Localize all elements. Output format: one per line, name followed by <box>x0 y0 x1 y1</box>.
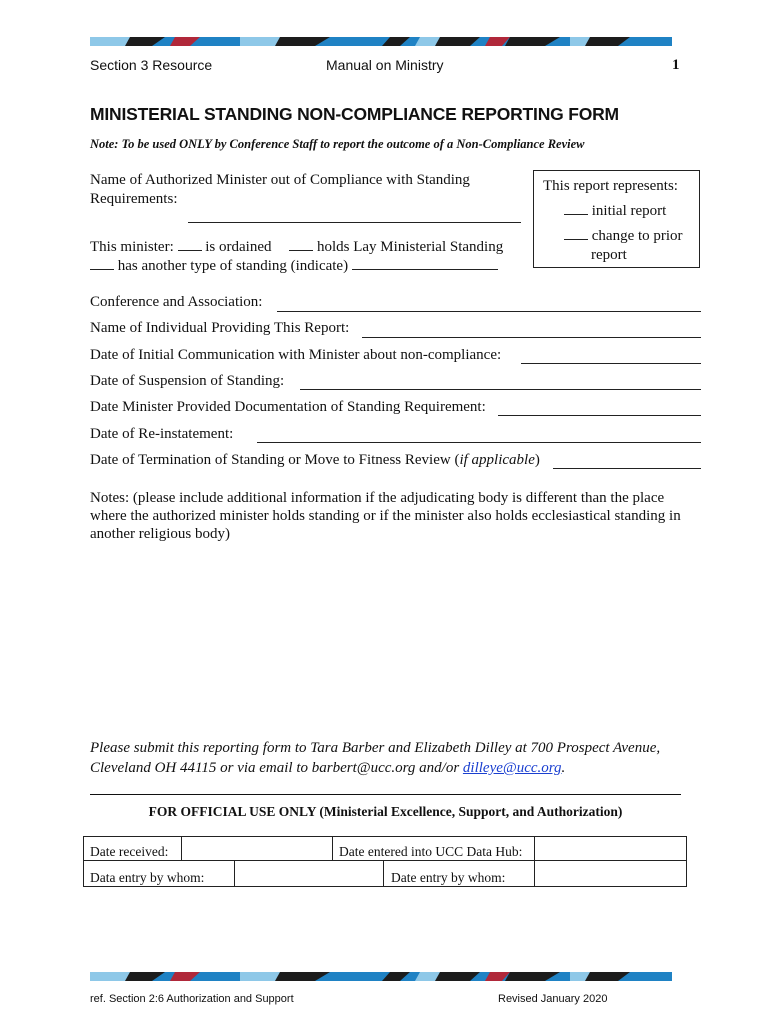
report-option-change: change to prior <box>564 227 683 246</box>
submit-instructions: Please submit this reporting form to Tara Barber and Elizabeth Dilley at 700 Prospect Avenue, Cleveland OH 44115 or via email to barbert@ucc.org and/or dilleye@ucc.org. <box>90 740 661 776</box>
date-entry-by-label: Date entry by whom: <box>391 870 506 885</box>
conference-field[interactable] <box>277 311 701 312</box>
notes-area[interactable] <box>90 550 688 725</box>
header-section: Section 3 Resource <box>90 57 213 73</box>
report-option-initial: initial report <box>564 202 666 221</box>
termination-date-label: Date of Termination of Standing or Move to Fitness Review (if applicable) <box>90 452 540 468</box>
initial-report-checkbox[interactable] <box>564 202 588 215</box>
termination-date-field[interactable] <box>553 468 701 469</box>
suspension-date-label: Date of Suspension of Standing: <box>90 373 285 389</box>
footer-reference: ref. Section 2:6 Authorization and Support <box>90 993 294 1005</box>
footer-decorative-band <box>90 972 672 981</box>
form-note: Note: To be used ONLY by Conference Staff to report the outcome of a Non-Compliance Review <box>90 137 585 151</box>
lay-standing-checkbox[interactable] <box>289 238 313 251</box>
report-box-heading: This report represents: <box>543 178 678 194</box>
date-entered-field[interactable] <box>535 837 685 860</box>
header-decorative-band <box>90 37 672 46</box>
date-received-field[interactable] <box>182 837 331 860</box>
date-received-label: Date received: <box>90 844 169 859</box>
header-manual: Manual on Ministry <box>326 57 444 73</box>
report-option-change-cont: report <box>591 247 627 263</box>
notes-instructions: Notes: (please include additional information if the adjudicating body is different than the place where the authorized minister holds standing or if the minister also holds ecclesiastical standing in another religious body) <box>90 490 681 542</box>
documentation-date-label: Date Minister Provided Documentation of Standing Requirement: <box>90 399 486 415</box>
date-entered-label: Date entered into UCC Data Hub: <box>339 844 523 859</box>
data-entry-by-field[interactable] <box>235 862 382 886</box>
reinstatement-date-field[interactable] <box>257 442 701 443</box>
email-link[interactable]: dilleye@ucc.org <box>462 760 562 776</box>
page-number: 1 <box>672 57 680 73</box>
documentation-date-field[interactable] <box>498 415 701 416</box>
suspension-date-field[interactable] <box>300 389 701 390</box>
official-use-heading: FOR OFFICIAL USE ONLY (Ministerial Excellence, Support, and Authorization) <box>148 804 623 819</box>
other-standing-field[interactable] <box>352 257 498 270</box>
change-report-checkbox[interactable] <box>564 227 588 240</box>
date-entry-by-field[interactable] <box>535 862 685 886</box>
other-standing-checkbox[interactable] <box>90 257 114 270</box>
form-title: MINISTERIAL STANDING NON-COMPLIANCE REPORTING FORM <box>90 104 619 124</box>
conference-label: Conference and Association: <box>90 294 263 310</box>
report-type-box <box>533 170 700 268</box>
ordained-checkbox[interactable] <box>178 238 202 251</box>
footer-revised: Revised January 2020 <box>498 993 608 1005</box>
reporter-name-field[interactable] <box>362 337 701 338</box>
minister-name-field[interactable] <box>188 222 521 223</box>
initial-communication-field[interactable] <box>521 363 701 364</box>
official-use-table <box>83 836 687 887</box>
standing-row-2: has another type of standing (indicate) <box>90 257 498 276</box>
minister-name-label: Name of Authorized Minister out of Compliance with Standing Requirements: <box>90 172 470 207</box>
reporter-name-label: Name of Individual Providing This Report: <box>90 320 350 336</box>
data-entry-by-label: Data entry by whom: <box>90 870 205 885</box>
standing-row-1: This minister: is ordained holds Lay Ministerial Standing <box>90 239 504 255</box>
initial-communication-label: Date of Initial Communication with Minister about non-compliance: <box>90 347 502 363</box>
reinstatement-date-label: Date of Re-instatement: <box>90 426 234 442</box>
official-divider <box>90 794 681 795</box>
